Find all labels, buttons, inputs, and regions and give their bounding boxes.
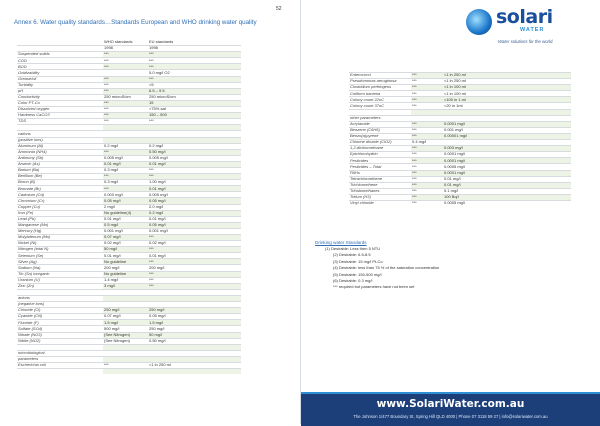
parameter-cell: Iron (Fe): [17, 210, 103, 216]
standards-note-item: (2) Desirable: 6.5-8.5: [333, 252, 371, 258]
parameter-cell: Epichlorohydrin: [349, 152, 411, 158]
parameter-cell: Escherichia coli: [17, 362, 103, 368]
parameter-cell: Sulfate (SO4): [17, 326, 103, 332]
page-number: 52: [276, 6, 282, 12]
value-cell: 0.07 mg/l: [103, 314, 148, 320]
value-cell: 1.4 mg/l: [103, 277, 148, 283]
parameter-cell: Uranium (U): [17, 277, 103, 283]
value-cell: ***: [411, 85, 443, 91]
value-cell: ***: [148, 119, 194, 125]
value-cell: ***: [103, 362, 148, 368]
value-cell: 2.0 mg/l: [148, 204, 194, 210]
parameter-cell: Barium (Ba): [17, 167, 103, 173]
parameter-cell: Tetrachloroethene: [349, 176, 411, 182]
parameter-cell: other parameters: [349, 115, 411, 121]
value-cell: ***: [411, 152, 443, 158]
value-cell: ***: [411, 158, 443, 164]
value-cell: 0.2 mg/l: [148, 210, 194, 216]
parameter-cell: Mercury (Hg): [17, 228, 103, 234]
value-cell: [194, 369, 241, 375]
parameter-cell: Dissolved oxygen: [17, 107, 103, 113]
value-cell: 0.003 mg/l: [103, 192, 148, 198]
value-cell: ***: [148, 64, 194, 70]
value-cell: 0.005 mg/l: [103, 155, 148, 161]
value-cell: 50 mg/l: [148, 332, 194, 338]
value-cell: ***: [148, 259, 194, 265]
value-cell: >75% sat: [148, 107, 194, 113]
value-cell: <1 in 250 ml: [148, 362, 194, 368]
value-cell: 200 mg/l: [103, 265, 148, 271]
value-cell: <1 in 250 ml: [443, 79, 505, 85]
standards-note-item: (4) Desirable: less than 75 % of the saturation concentration: [333, 265, 440, 271]
parameter-cell: Lead (Pb): [17, 216, 103, 222]
parameter-cell: Cyanide (CN): [17, 314, 103, 320]
parameter-cell: Sodium (Na): [17, 265, 103, 271]
notes-heading: Drinking water Standards: [315, 240, 367, 245]
table-row: [17, 369, 241, 375]
value-cell: ***: [148, 283, 194, 289]
value-cell: ***: [103, 52, 148, 58]
value-cell: 0.01 mg/l: [148, 161, 194, 167]
value-cell: 0.1 mg/l: [443, 188, 505, 194]
value-cell: 0.50 mg/l: [148, 149, 194, 155]
water-drop-logo-icon: [466, 9, 492, 35]
parameter-cell: Benzene (C6H6): [349, 127, 411, 133]
parameter-cell: BOD: [17, 64, 103, 70]
logo-subtitle: WATER: [520, 27, 545, 33]
value-cell: ***: [411, 79, 443, 85]
value-cell: ***: [411, 170, 443, 176]
solari-water-logo: [462, 6, 588, 50]
value-cell: ***: [103, 119, 148, 125]
table-row: [349, 200, 571, 206]
standards-note-item: (3) Desirable: 15 mg/l Pt-Co: [333, 258, 383, 264]
parameter-cell: Copper (Cu): [17, 204, 103, 210]
value-cell: 0.4 mg/l: [411, 140, 443, 146]
parameter-cell: Chloride (Cl): [17, 308, 103, 314]
value-cell: 0.5 mg/l: [103, 222, 148, 228]
value-cell: 1.5 mg/l: [103, 320, 148, 326]
value-cell: 0.01 mg/l: [103, 161, 148, 167]
parameter-cell: Trihalomethanes: [349, 188, 411, 194]
value-cell: 0.2 mg/l: [103, 143, 148, 149]
parameter-cell: Fluoride (F): [17, 320, 103, 326]
parameter-cell: Ammonia (NH4): [17, 149, 103, 155]
value-cell: 0.3 mg/l: [103, 180, 148, 186]
value-cell: 0.005 mg/l: [148, 155, 194, 161]
value-cell: 6.5 – 9.5: [148, 88, 194, 94]
parameter-cell: Manganese (Mn): [17, 222, 103, 228]
value-cell: <1 in 100 ml: [443, 85, 505, 91]
parameter-cell: Molybdenum (Mo): [17, 235, 103, 241]
logo-wordmark: solari: [496, 6, 553, 28]
value-cell: ***: [411, 97, 443, 103]
value-cell: (See Nitrogen): [103, 338, 148, 344]
value-cell: 100 Bq/l: [443, 194, 505, 200]
value-cell: 0.00001 mg/l: [443, 133, 505, 139]
parameter-cell: anions: [17, 295, 103, 301]
standards-note-item: (1) Desirable: Less then 5 NTU: [325, 246, 381, 251]
parameter-cell: Colony count 37oC: [349, 103, 411, 109]
who-eu-standards-table: [17, 40, 241, 374]
value-cell: ***: [411, 176, 443, 182]
value-cell: ***: [148, 174, 194, 180]
value-cell: 0.02 mg/l: [103, 241, 148, 247]
parameter-cell: Trichloroethene: [349, 182, 411, 188]
value-cell: 0.003 mg/l: [443, 146, 505, 152]
parameter-cell: Antimony (Sb): [17, 155, 103, 161]
value-cell: ***: [148, 58, 194, 64]
value-cell: 0.005 mg/l: [148, 192, 194, 198]
value-cell: ***: [103, 149, 148, 155]
value-cell: 0.3 mg/l: [103, 167, 148, 173]
value-cell: 0.01 mg/l: [103, 253, 148, 259]
parameter-cell: Suspended solids: [17, 52, 103, 58]
value-cell: No guideline(4): [103, 210, 148, 216]
value-cell: 0.07 mg/l: [103, 235, 148, 241]
value-cell: 3 mg/l: [103, 283, 148, 289]
value-cell: 0.05 mg/l: [103, 198, 148, 204]
parameter-cell: COD: [17, 58, 103, 64]
value-cell: 0.001 mg/l: [443, 127, 505, 133]
parameter-cell: (positive ions): [17, 137, 103, 143]
value-cell: 250 microS/cm: [103, 94, 148, 100]
parameter-cell: Conductivity: [17, 94, 103, 100]
value-cell: ***: [103, 100, 148, 106]
value-cell: 0.0001 mg/l: [443, 121, 505, 127]
parameter-cell: Turbidity: [17, 82, 103, 88]
value-cell: 0.01 mg/l: [443, 176, 505, 182]
value-cell: 0.0005 mg/l: [443, 164, 505, 170]
value-cell: ***: [148, 76, 194, 82]
value-cell: ***: [411, 133, 443, 139]
value-cell: ***: [411, 73, 443, 79]
parameter-cell: Berillium (Be): [17, 174, 103, 180]
parameter-cell: PAHs: [349, 170, 411, 176]
parameter-cell: Silver (Ag): [17, 259, 103, 265]
parameter-cell: Acrylamide: [349, 121, 411, 127]
value-cell: ***: [148, 167, 194, 173]
parameter-cell: Nickel (Ni): [17, 241, 103, 247]
column-header: EU standards: [149, 40, 174, 45]
parameter-cell: Clostridium perfringens: [349, 85, 411, 91]
value-cell: 0.01 mg/l: [443, 182, 505, 188]
value-cell: ***: [411, 188, 443, 194]
annex-title: Annex 6. Water quality standards…Standards European and WHO drinking water quality: [14, 19, 257, 26]
value-cell: 150 – 500: [148, 113, 194, 119]
other-parameters-table: [349, 72, 571, 206]
value-cell: 1.00 mg/l: [148, 180, 194, 186]
value-cell: 15: [148, 100, 194, 106]
value-cell: [505, 200, 571, 206]
value-cell: 0.02 mg/l: [148, 241, 194, 247]
value-cell: 5.0 mg/l O2: [148, 70, 194, 76]
value-cell: 0.0001 mg/l: [443, 170, 505, 176]
value-cell: 1998: [148, 46, 194, 52]
parameter-cell: Oxidizability: [17, 70, 103, 76]
column-header: WHO standards: [104, 40, 133, 45]
parameter-cell: parameters: [17, 356, 103, 362]
value-cell: ***: [411, 194, 443, 200]
value-cell: 50 mg/l: [103, 247, 148, 253]
value-cell: ***: [103, 58, 148, 64]
parameter-cell: Bromate (Br): [17, 186, 103, 192]
value-cell: ***: [411, 200, 443, 206]
parameter-cell: Colony count 22oC: [349, 97, 411, 103]
value-cell: ***: [103, 88, 148, 94]
value-cell: 1998: [103, 46, 148, 52]
value-cell: ***: [411, 127, 443, 133]
value-cell: 250 mg/l: [148, 326, 194, 332]
parameter-cell: Color PT-Co: [17, 100, 103, 106]
footer-address: The Johnson 1/477 Boundary St, Spring Hill QLD 4000 | Phone 07 3118 59 27 | info@solariwater.com.au: [353, 414, 548, 419]
value-cell: ***: [103, 76, 148, 82]
value-cell: 250 mg/l: [103, 308, 148, 314]
value-cell: <1 in 250 ml: [443, 73, 505, 79]
value-cell: ***: [148, 52, 194, 58]
value-cell: 500 mg/l: [103, 326, 148, 332]
parameter-cell: Enterococci: [349, 73, 411, 79]
value-cell: 0.05 mg/l: [148, 222, 194, 228]
value-cell: 200 mg/l: [148, 265, 194, 271]
footer-url[interactable]: www.SolariWater.com.au: [376, 398, 525, 410]
parameter-cell: Tin (Sn) inorganic: [17, 271, 103, 277]
value-cell: 250 mg/l: [148, 308, 194, 314]
value-cell: ***: [103, 186, 148, 192]
value-cell: 0.01 mg/l: [148, 216, 194, 222]
value-cell: 0.001 mg/l: [103, 228, 148, 234]
value-cell: <20 in 1ml: [443, 103, 505, 109]
value-cell: ***: [103, 174, 148, 180]
value-cell: 0.05 mg/l: [148, 314, 194, 320]
value-cell: 0.2 mg/l: [148, 143, 194, 149]
value-cell: ***: [148, 247, 194, 253]
value-cell: <5: [148, 82, 194, 88]
parameter-cell: Nitrogen (total N): [17, 247, 103, 253]
value-cell: 0.01 mg/l: [148, 186, 194, 192]
standards-note-item: *** required but parameters have not been set: [333, 284, 415, 290]
value-cell: 0.0001 mg/l: [443, 158, 505, 164]
value-cell: 0.01 mg/l: [103, 216, 148, 222]
drinking-water-standards-notes: [315, 240, 585, 291]
value-cell: (See Nitrogen): [103, 332, 148, 338]
logo-tagline: Water solutions for the world.: [498, 39, 554, 44]
value-cell: <100 in 1 ml: [443, 97, 505, 103]
parameter-cell: Chlorine dioxide (ClO2): [349, 140, 411, 146]
value-cell: ***: [103, 107, 148, 113]
parameter-cell: Hardness CaCO3: [17, 113, 103, 119]
parameter-cell: microbiological: [17, 350, 103, 356]
standards-note-item: (6) Desirable: 0.3 mg/l: [333, 278, 373, 284]
value-cell: 2 mg/l: [103, 204, 148, 210]
value-cell: ***: [103, 82, 148, 88]
parameter-cell: Arsenic (As): [17, 161, 103, 167]
value-cell: ***: [411, 91, 443, 97]
parameter-cell: Cadmium (Cd): [17, 192, 103, 198]
value-cell: 1.5 mg/l: [148, 320, 194, 326]
value-cell: ***: [148, 235, 194, 241]
value-cell: ***: [411, 182, 443, 188]
parameter-cell: [17, 369, 103, 375]
standards-note-item: (5) Desirable: 150-500 mg/l: [333, 271, 382, 277]
value-cell: No guideline: [103, 259, 148, 265]
value-cell: 0.0001 mg/l: [443, 152, 505, 158]
parameter-cell: 1,2-dichloroethane: [349, 146, 411, 152]
parameter-cell: Nitrate (NO3): [17, 332, 103, 338]
value-cell: ***: [411, 121, 443, 127]
value-cell: No guideline: [103, 271, 148, 277]
footer-banner: [301, 392, 600, 426]
value-cell: <1 in 100 ml: [443, 91, 505, 97]
value-cell: ***: [103, 113, 148, 119]
parameter-cell: Benzo(a)pyrene: [349, 133, 411, 139]
parameter-cell: Grease/oil: [17, 76, 103, 82]
value-cell: 0.001 mg/l: [148, 228, 194, 234]
value-cell: ***: [148, 277, 194, 283]
parameter-cell: Pesticides: [349, 158, 411, 164]
value-cell: 0.50 mg/l: [148, 338, 194, 344]
value-cell: 0.05 mg/l: [148, 198, 194, 204]
parameter-cell: Coliform bacteria: [349, 91, 411, 97]
parameter-cell: Pesticides – Total: [349, 164, 411, 170]
parameter-cell: Zinc (Zn): [17, 283, 103, 289]
value-cell: ***: [411, 103, 443, 109]
value-cell: ***: [103, 64, 148, 70]
parameter-cell: Pseudomonas aeruginosa: [349, 79, 411, 85]
parameter-cell: Vinyl chloride: [349, 200, 411, 206]
parameter-cell: cations: [17, 131, 103, 137]
parameter-cell: pH: [17, 88, 103, 94]
value-cell: 250 microS/cm: [148, 94, 194, 100]
right-page: [301, 0, 600, 424]
parameter-cell: Nitrite (NO2): [17, 338, 103, 344]
value-cell: 0.01 mg/l: [148, 253, 194, 259]
parameter-cell: TDS: [17, 119, 103, 125]
parameter-cell: (negative ions): [17, 302, 103, 308]
parameter-cell: Tritium (H3): [349, 194, 411, 200]
value-cell: ***: [148, 271, 194, 277]
value-cell: ***: [411, 146, 443, 152]
parameter-cell: Boron (B): [17, 180, 103, 186]
left-page: [0, 0, 300, 424]
value-cell: [148, 369, 194, 375]
parameter-cell: Aluminum (Al): [17, 143, 103, 149]
value-cell: 0.0005 mg/l: [443, 200, 505, 206]
value-cell: [103, 369, 148, 375]
value-cell: ***: [411, 164, 443, 170]
parameter-cell: Chromium (Cr): [17, 198, 103, 204]
parameter-cell: Selenium (Se): [17, 253, 103, 259]
